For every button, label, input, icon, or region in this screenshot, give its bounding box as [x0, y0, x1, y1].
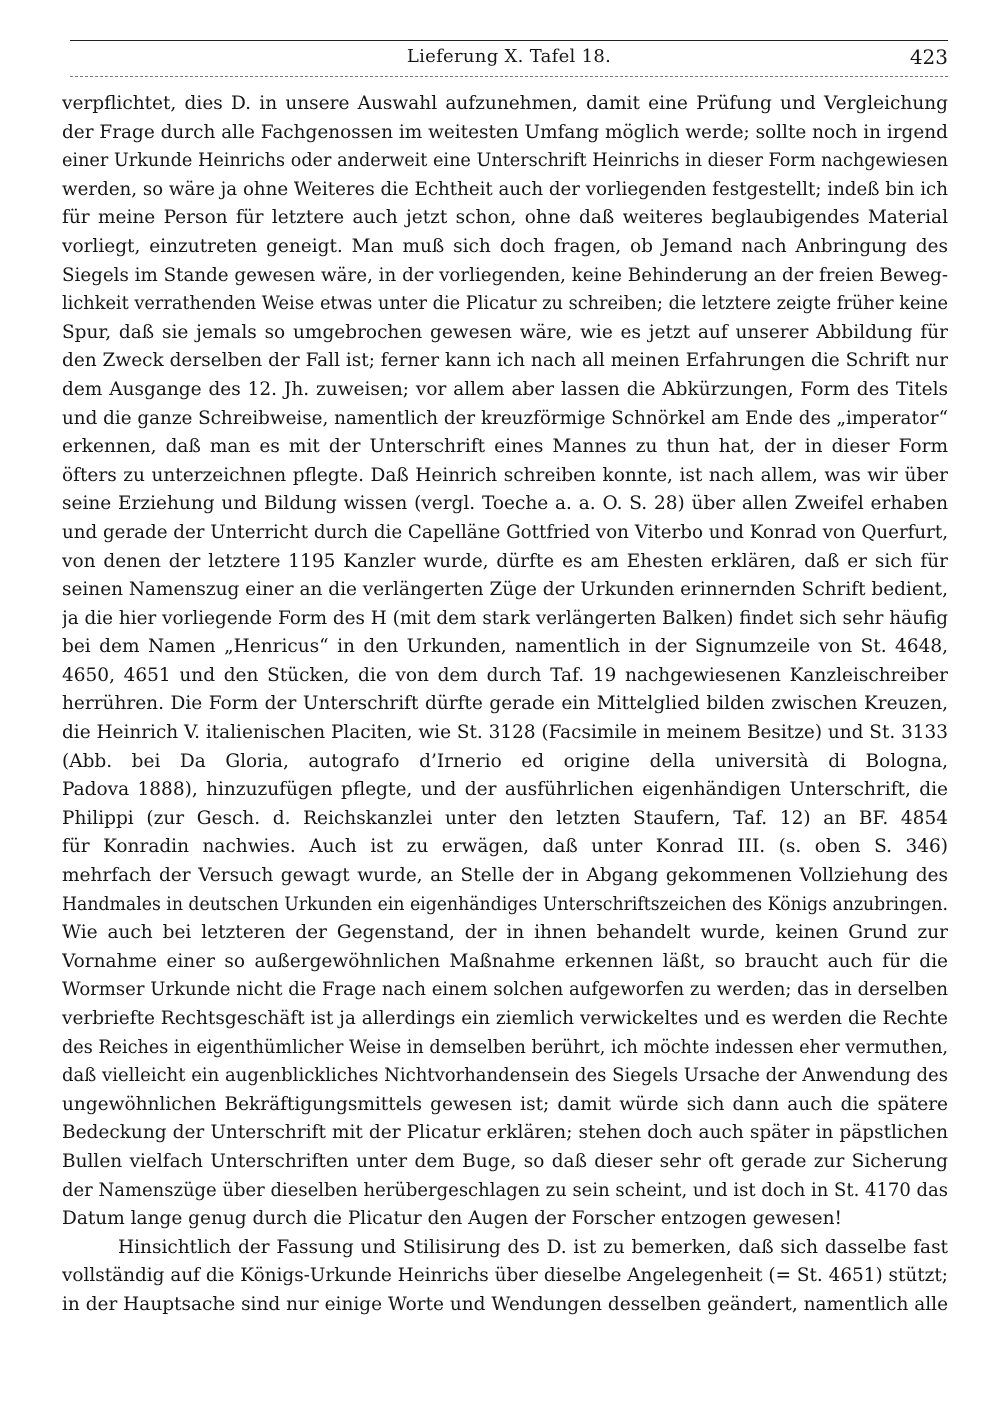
text-line: Vornahme einer so außergewöhnlichen Maßnahme erkennen läßt, so braucht auch für die — [62, 950, 948, 972]
text-line: herrühren. Die Form der Unterschrift dürfte gerade ein Mittelglied bilden zwischen Kreuzen, — [62, 693, 948, 715]
text-line: öfters zu unterzeichnen pflegte. Daß Heinrich schreiben konnte, ist nach allem, was wir über — [62, 464, 948, 486]
text-line: ungewöhnlichen Bekräftigungsmittels gewesen ist; damit würde sich dann auch die spätere — [62, 1093, 948, 1115]
text-line: werden, so wäre ja ohne Weiteres die Echtheit auch der vorliegenden festgestellt; indeß bin ich — [62, 178, 948, 200]
text-line: Spur, daß sie jemals so umgebrochen gewesen wäre, wie es jetzt auf unserer Abbildung für — [62, 321, 948, 343]
text-line: daß vielleicht ein augenblickliches Nichtvorhandensein des Siegels Ursache der Anwendung des — [62, 1065, 948, 1087]
running-head: Lieferung X. Tafel 18. — [406, 46, 612, 67]
text-line: erkennen, daß man es mit der Unterschrift eines Mannes zu thun hat, der in dieser Form — [62, 436, 948, 458]
text-line: Datum lange genug durch die Plicatur den Augen der Forscher entzogen gewesen! — [62, 1208, 842, 1230]
text-line: dem Ausgange des 12. Jh. zuweisen; vor allem aber lassen die Abkürzungen, Form des Titels — [62, 378, 948, 400]
text-line: vollständig auf die Königs-Urkunde Heinrichs über dieselbe Angelegenheit (= St. 4651) stützt; — [62, 1265, 948, 1287]
text-line: für Konradin nachwies. Auch ist zu erwägen, daß unter Konrad III. (s. oben S. 346) — [62, 836, 948, 858]
text-line: und gerade der Unterricht durch die Capelläne Gottfried von Viterbo und Konrad von Querfurt, — [62, 521, 948, 543]
paragraph-1 — [62, 90, 948, 1234]
text-line: Handmales in deutschen Urkunden ein eigenhändiges Unterschriftszeichen des Königs anzubringen. — [62, 893, 948, 915]
text-line: der Frage durch alle Fachgenossen im weitesten Umfang möglich werde; sollte noch in irgend — [62, 121, 948, 143]
text-line: vorliegt, einzutreten geneigt. Man muß sich doch fragen, ob Jemand nach Anbringung des — [62, 235, 948, 257]
text-line: des Reiches in eigenthümlicher Weise in demselben berührt, ich möchte indessen eher vermuthen, — [62, 1036, 948, 1058]
text-line: Hinsichtlich der Fassung und Stilisirung des D. ist zu bemerken, daß sich dasselbe fast — [118, 1236, 948, 1258]
text-line: Philippi (zur Gesch. d. Reichskanzlei unter den letzten Staufern, Taf. 12) an BF. 4854 — [62, 807, 948, 829]
text-line: für meine Person für letztere auch jetzt schon, ohne daß weiteres beglaubigendes Material — [62, 207, 948, 229]
paragraph-2 — [62, 1234, 948, 1320]
text-line: lichkeit verrathenden Weise etwas unter die Plicatur zu schreiben; die letztere zeigte früher keine — [62, 293, 948, 315]
text-line: Wormser Urkunde nicht die Frage nach einem solchen aufgeworfen zu werden; das in derselben — [62, 979, 948, 1001]
header-bottom-rule — [70, 76, 948, 77]
text-line: (Abb. bei Da Gloria, autografo d’Irnerio ed origine della università di Bologna, — [62, 750, 948, 772]
header-top-rule — [70, 40, 948, 41]
text-line: Siegels im Stande gewesen wäre, in der vorliegenden, keine Behinderung an der freien Beweg- — [62, 264, 948, 286]
text-line: seinen Namenszug einer an die verlängerten Züge der Urkunden erinnernden Schrift bedient, — [62, 579, 948, 601]
body-text — [62, 90, 948, 1320]
text-line: die Heinrich V. italienischen Placiten, wie St. 3128 (Facsimile in meinem Besitze) und St. 3133 — [62, 722, 948, 744]
text-line: verbriefte Rechtsgeschäft ist ja allerdings ein ziemlich verwickeltes und es werden die Rechte — [62, 1008, 948, 1029]
page-header — [70, 44, 948, 70]
page-number: 423 — [909, 45, 948, 69]
text-line: bei dem Namen „Henricus“ in den Urkunden, namentlich in der Signumzeile von St. 4648, — [62, 636, 948, 658]
text-line: seine Erziehung und Bildung wissen (vergl. Toeche a. a. O. S. 28) über allen Zweifel erhaben — [62, 493, 948, 515]
text-line: einer Urkunde Heinrichs oder anderweit eine Unterschrift Heinrichs in dieser Form nachgewiesen — [62, 150, 948, 172]
text-line: den Zweck derselben der Fall ist; ferner kann ich nach all meinen Erfahrungen die Schrift nur — [62, 350, 948, 372]
text-line: und die ganze Schreibweise, namentlich der kreuzförmige Schnörkel am Ende des „imperator“ — [62, 407, 948, 429]
text-line: 4650, 4651 und den Stücken, die von dem durch Taf. 19 nachgewiesenen Kanzleischreiber — [62, 664, 948, 686]
text-line: Bullen vielfach Unterschriften unter dem Buge, so daß dieser sehr oft gerade zur Sicherung — [62, 1150, 948, 1172]
text-line: Bedeckung der Unterschrift mit der Plicatur erklären; stehen doch auch später in päpstlichen — [62, 1122, 948, 1144]
text-line: Padova 1888), hinzuzufügen pflegte, und der ausführlichen eigenhändigen Unterschrift, die — [62, 779, 948, 801]
text-line: verpflichtet, dies D. in unsere Auswahl aufzunehmen, damit eine Prüfung und Vergleichung — [62, 93, 948, 114]
text-line: ja die hier vorliegende Form des H (mit dem stark verlängerten Balken) findet sich sehr häufig — [62, 607, 948, 629]
text-line: der Namenszüge über dieselben herübergeschlagen zu sein scheint, und ist doch in St. 4170 das — [62, 1179, 948, 1201]
text-line: in der Hauptsache sind nur einige Worte und Wendungen desselben geändert, namentlich alle — [62, 1293, 948, 1315]
text-line: Wie auch bei letzteren der Gegenstand, der in ihnen behandelt wurde, keinen Grund zur — [62, 922, 948, 944]
text-line: von denen der letztere 1195 Kanzler wurde, dürfte es am Ehesten erklären, daß er sich für — [62, 550, 948, 572]
text-line: mehrfach der Versuch gewagt wurde, an Stelle der in Abgang gekommenen Vollziehung des — [62, 865, 948, 887]
